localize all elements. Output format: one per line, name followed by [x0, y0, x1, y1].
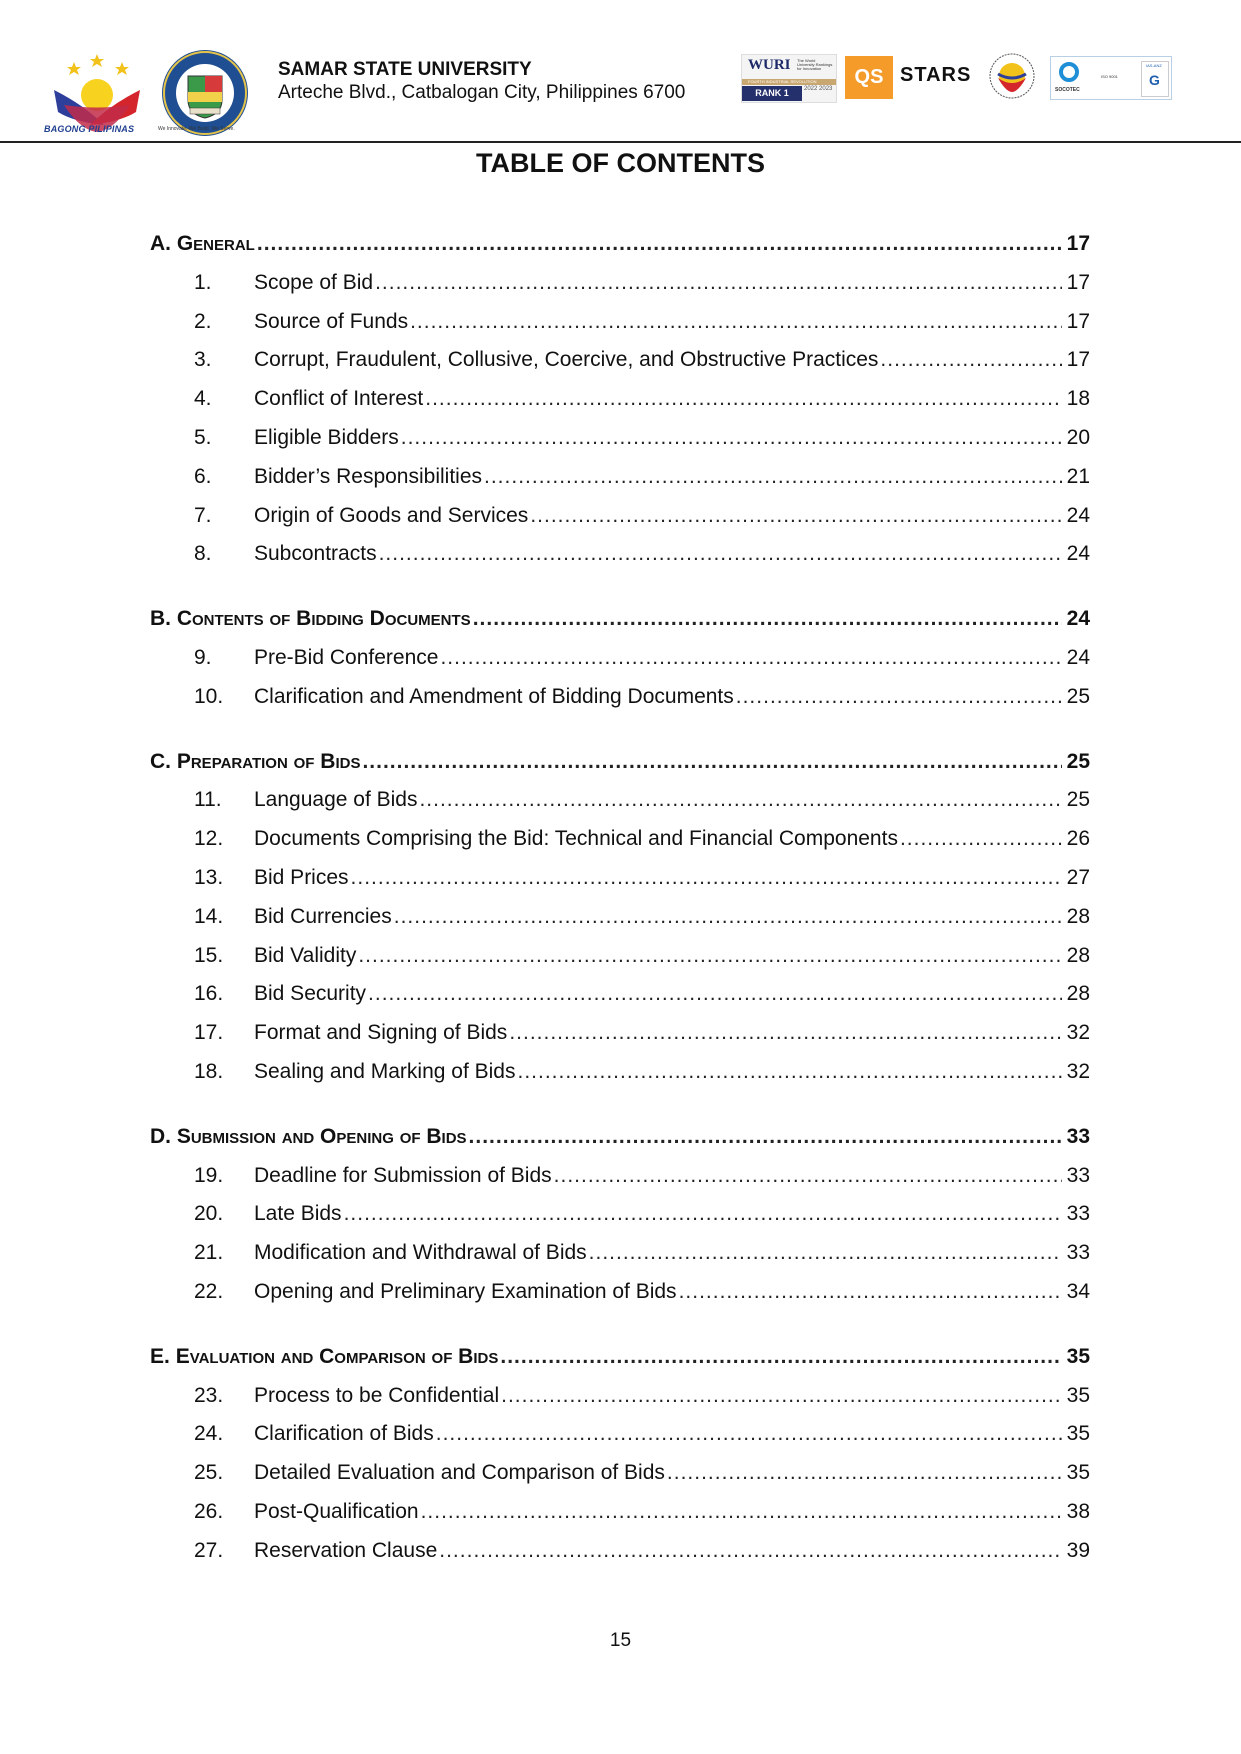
dot-leader — [679, 1280, 1062, 1304]
toc-item-row[interactable] — [150, 982, 1090, 1012]
dot-leader — [439, 1539, 1062, 1563]
toc-item-label: Bid Security — [254, 982, 367, 1006]
dot-leader — [425, 387, 1062, 411]
ias-g-icon: G — [1149, 72, 1160, 88]
dot-leader — [484, 465, 1062, 489]
toc-page-number: 25 — [1066, 788, 1090, 812]
toc-page-number: 35 — [1066, 1461, 1090, 1485]
dot-leader — [362, 750, 1062, 774]
toc-section-row[interactable] — [150, 232, 1090, 262]
toc-item-number: 4. — [194, 387, 212, 411]
dot-leader — [421, 1500, 1062, 1524]
toc-item-label: Bid Currencies — [254, 904, 392, 928]
toc-section-row[interactable] — [150, 607, 1090, 637]
toc-item-label: Pre-Bid Conference — [254, 646, 439, 669]
dot-leader — [473, 607, 1062, 631]
toc-page-number: 32 — [1066, 1060, 1090, 1083]
wuri-band-text: FOURTH INDUSTRIAL REVOLUTION — [748, 79, 817, 84]
toc-item-label: Scope of Bid — [254, 270, 374, 294]
toc-page-number: 28 — [1066, 943, 1090, 967]
dot-leader — [501, 1384, 1062, 1408]
toc-item-number: 11. — [194, 788, 222, 812]
toc-item-row[interactable] — [150, 310, 1090, 340]
toc-item-label: Eligible Bidders — [254, 426, 399, 449]
toc-item-label: Process to be Confidential — [254, 1383, 500, 1407]
dot-leader — [358, 944, 1062, 968]
toc-section-title — [150, 232, 257, 256]
dot-leader — [375, 271, 1062, 295]
toc-page-number: 35 — [1066, 1383, 1090, 1407]
dot-leader — [500, 1345, 1062, 1369]
toc-section-letter: D. — [150, 1124, 171, 1148]
toc-item-label: Bid Prices — [254, 866, 349, 889]
toc-page-number: 21 — [1066, 464, 1090, 488]
toc-section-name: Preparation of Bids — [176, 749, 361, 773]
dot-leader — [900, 827, 1062, 851]
toc-item-number: 15. — [194, 943, 224, 967]
dot-leader — [401, 426, 1062, 450]
toc-item-number: 26. — [194, 1500, 224, 1523]
toc-item-row[interactable] — [150, 271, 1090, 301]
toc-item-row[interactable] — [150, 1021, 1090, 1051]
iso-text: ISO 9001 — [1101, 74, 1118, 79]
toc-item-number: 20. — [194, 1202, 224, 1226]
wuri-word: WURI — [748, 57, 791, 73]
qs-stars-word: STARS — [900, 64, 972, 86]
header-divider — [0, 141, 1241, 143]
toc-page-number: 28 — [1066, 982, 1090, 1006]
dot-leader — [554, 1164, 1062, 1188]
toc-section-letter: A. — [150, 232, 171, 255]
toc-section-title — [150, 1345, 500, 1369]
toc-item-row[interactable] — [150, 944, 1090, 974]
dot-leader — [518, 1060, 1063, 1084]
toc-item-row[interactable] — [150, 866, 1090, 896]
toc-page-number: 17 — [1066, 309, 1090, 333]
socotec-text: SOCOTEC — [1055, 87, 1080, 93]
toc-item-number: 16. — [194, 982, 224, 1006]
toc-item-label: Deadline for Submission of Bids — [254, 1163, 552, 1187]
toc-section-title — [150, 750, 362, 774]
toc-page-number: 20 — [1066, 426, 1090, 449]
toc-item-label: Opening and Preliminary Examination of Bids — [254, 1280, 677, 1303]
toc-item-row[interactable] — [150, 1461, 1090, 1491]
toc-page-number: 27 — [1066, 866, 1090, 889]
toc-item-label: Clarification and Amendment of Bidding Documents — [254, 684, 734, 708]
page-title: TABLE OF CONTENTS — [476, 148, 765, 178]
dot-leader — [419, 788, 1062, 812]
toc-item-row[interactable] — [150, 1280, 1090, 1310]
toc-page-number: 33 — [1066, 1124, 1090, 1148]
toc-page-number: 25 — [1066, 684, 1090, 708]
toc-item-label: Bidder’s Responsibilities — [254, 464, 483, 488]
toc-section-letter: C. — [150, 749, 171, 773]
dot-leader — [379, 542, 1062, 566]
toc-item-number: 21. — [194, 1241, 224, 1265]
dot-leader — [344, 1202, 1062, 1226]
dot-leader — [410, 310, 1062, 334]
toc-item-row[interactable] — [150, 542, 1090, 572]
toc-page-number: 25 — [1066, 749, 1090, 773]
toc-item-number: 14. — [194, 904, 224, 928]
document-header — [0, 0, 1241, 143]
toc-section-name: Submission and Opening of Bids — [176, 1124, 467, 1148]
university-address: Arteche Blvd., Catbalogan City, Philippines 6700 — [278, 82, 686, 103]
toc-item-number: 19. — [194, 1163, 224, 1187]
toc-item-number: 10. — [194, 684, 224, 708]
toc-section-name: Evaluation and Comparison of Bids — [175, 1344, 499, 1368]
toc-item-row[interactable] — [150, 1060, 1090, 1090]
dot-leader — [394, 905, 1062, 929]
seal-tagline: We Innovate. We Build. We Serve. — [158, 126, 235, 132]
toc-item-number: 7. — [194, 503, 212, 527]
toc-item-row[interactable] — [150, 827, 1090, 857]
toc-item-number: 27. — [194, 1538, 224, 1562]
toc-item-row[interactable] — [150, 348, 1090, 378]
dot-leader — [368, 982, 1062, 1006]
toc-item-label: Source of Funds — [254, 309, 409, 333]
toc-page-number: 33 — [1066, 1202, 1090, 1226]
toc-item-number: 24. — [194, 1422, 224, 1446]
toc-item-number: 22. — [194, 1280, 224, 1303]
toc-item-number: 18. — [194, 1060, 224, 1083]
page-number: 15 — [609, 1630, 632, 1651]
dot-leader — [589, 1241, 1062, 1265]
toc-page-number: 24 — [1066, 503, 1090, 527]
toc-section-letter: E. — [150, 1344, 170, 1368]
toc-page-number: 33 — [1066, 1163, 1090, 1187]
ias-anz-text: IAS-ANZ — [1146, 63, 1162, 68]
toc-page-number: 24 — [1066, 542, 1090, 566]
toc-item-number: 3. — [194, 348, 212, 372]
toc-item-row[interactable] — [150, 788, 1090, 818]
toc-item-number: 1. — [194, 270, 212, 294]
toc-item-label: Detailed Evaluation and Comparison of Bids — [254, 1461, 665, 1485]
toc-page-number: 26 — [1066, 827, 1090, 851]
toc-section-row[interactable] — [150, 1345, 1090, 1375]
toc-item-row[interactable] — [150, 1384, 1090, 1414]
dot-leader — [351, 866, 1062, 890]
toc-item-label: Documents Comprising the Bid: Technical and Financial Components — [254, 827, 898, 851]
university-name: SAMAR STATE UNIVERSITY — [278, 59, 532, 80]
wuri-rank: RANK 1 — [742, 86, 802, 101]
toc-page-number: 35 — [1066, 1344, 1090, 1368]
dot-leader — [257, 232, 1062, 256]
toc-item-row[interactable] — [150, 1241, 1090, 1271]
toc-item-row[interactable] — [150, 1422, 1090, 1452]
toc-page-number: 24 — [1066, 607, 1090, 631]
toc-item-number: 5. — [194, 426, 212, 449]
toc-item-row[interactable] — [150, 387, 1090, 417]
toc-item-label: Language of Bids — [254, 788, 418, 812]
toc-item-number: 25. — [194, 1461, 224, 1485]
toc-item-label: Modification and Withdrawal of Bids — [254, 1241, 587, 1265]
wuri-years: 2022 2023 — [804, 86, 833, 92]
toc-item-row[interactable] — [150, 504, 1090, 534]
ias-anz-mark — [1141, 61, 1169, 97]
toc-page-number: 34 — [1066, 1280, 1090, 1303]
dot-leader — [509, 1021, 1062, 1045]
dot-leader — [667, 1461, 1062, 1485]
toc-item-row[interactable] — [150, 1164, 1090, 1194]
toc-item-number: 9. — [194, 646, 212, 669]
toc-section-title — [150, 1125, 469, 1149]
toc-section-title — [150, 607, 473, 631]
toc-section-letter: B. — [150, 607, 171, 631]
toc-item-label: Format and Signing of Bids — [254, 1021, 508, 1045]
toc-item-label: Origin of Goods and Services — [254, 503, 529, 527]
wuri-subtitle: The World University Rankings for Innovation — [797, 58, 833, 71]
dot-leader — [436, 1422, 1062, 1446]
toc-page-number: 28 — [1066, 904, 1090, 928]
toc-item-label: Reservation Clause — [254, 1538, 438, 1562]
dot-leader — [880, 348, 1062, 372]
toc-item-label: Post-Qualification — [254, 1500, 419, 1523]
toc-section-name: General — [176, 232, 255, 255]
toc-page-number: 17 — [1066, 348, 1090, 372]
toc-page-number: 18 — [1066, 387, 1090, 411]
toc-item-label: Corrupt, Fraudulent, Collusive, Coercive, and Obstructive Practices — [254, 348, 879, 372]
wuri-band — [742, 79, 836, 85]
toc-item-row[interactable] — [150, 905, 1090, 935]
samar-state-university-seal — [160, 48, 250, 138]
dot-leader — [440, 646, 1062, 670]
toc-item-number: 8. — [194, 542, 212, 566]
toc-item-number: 12. — [194, 827, 224, 851]
toc-item-label: Late Bids — [254, 1202, 342, 1226]
toc-page-number: 39 — [1066, 1538, 1090, 1562]
toc-page-number: 35 — [1066, 1422, 1090, 1446]
toc-item-label: Sealing and Marking of Bids — [254, 1060, 516, 1083]
socotec-icon — [1059, 62, 1079, 82]
toc-section-row[interactable] — [150, 1125, 1090, 1155]
toc-item-number: 6. — [194, 464, 212, 488]
toc-page-number: 32 — [1066, 1021, 1090, 1045]
dot-leader — [469, 1125, 1062, 1149]
toc-page-number: 17 — [1066, 232, 1090, 255]
certification-seal — [988, 52, 1036, 100]
toc-item-label: Conflict of Interest — [254, 387, 424, 411]
toc-page-number: 17 — [1066, 270, 1090, 294]
toc-item-row[interactable] — [150, 1202, 1090, 1232]
toc-item-row[interactable] — [150, 1539, 1090, 1569]
toc-item-row[interactable] — [150, 646, 1090, 676]
toc-item-row[interactable] — [150, 426, 1090, 456]
toc-item-row[interactable] — [150, 685, 1090, 715]
toc-item-number: 13. — [194, 866, 224, 889]
bagong-pilipinas-text: BAGONG PILIPINAS — [44, 124, 135, 134]
qs-logo: QS — [845, 56, 893, 99]
toc-item-number: 17. — [194, 1021, 224, 1045]
toc-item-number: 23. — [194, 1383, 224, 1407]
toc-section-name: Contents of Bidding Documents — [176, 607, 471, 631]
toc-item-row[interactable] — [150, 465, 1090, 495]
toc-page-number: 38 — [1066, 1500, 1090, 1523]
toc-item-row[interactable] — [150, 1500, 1090, 1530]
wuri-rank-badge — [741, 54, 837, 103]
toc-item-label: Subcontracts — [254, 542, 377, 566]
toc-page-number: 33 — [1066, 1241, 1090, 1265]
toc-page-number: 24 — [1066, 646, 1090, 669]
toc-item-label: Bid Validity — [254, 943, 357, 967]
dot-leader — [530, 504, 1062, 528]
toc-item-number: 2. — [194, 309, 212, 333]
socotec-iso-badge — [1050, 56, 1172, 100]
toc-item-label: Clarification of Bids — [254, 1422, 434, 1446]
dot-leader — [736, 685, 1062, 709]
toc-section-row[interactable] — [150, 750, 1090, 780]
